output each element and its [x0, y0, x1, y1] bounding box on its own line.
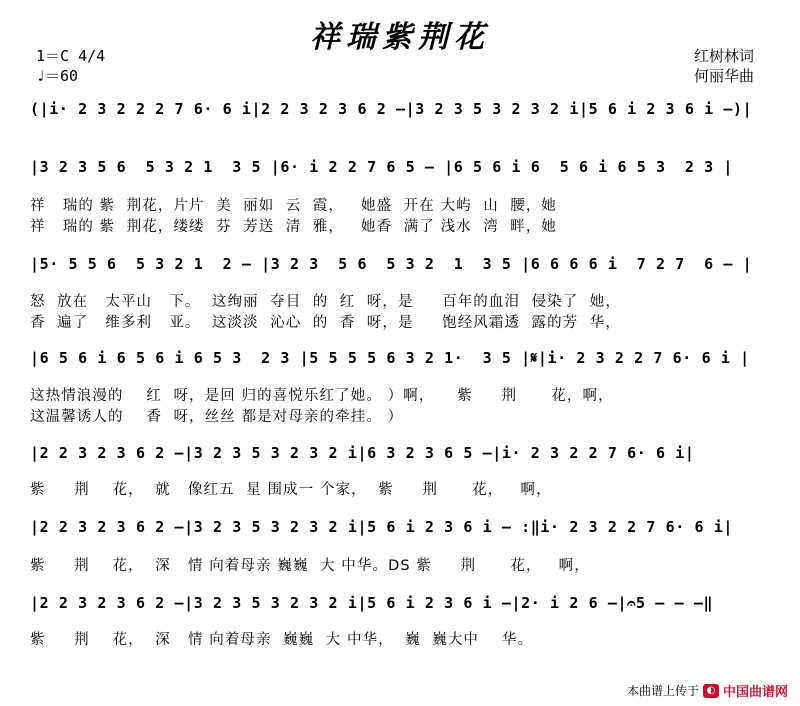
- notation-row: |3 2 3 5 6 5 3 2 1 3 5 |6· i 2 2 7 6 5 — |6 5 6 i 6 5 6 i 6 5 3 2 3 |: [30, 158, 734, 176]
- lyric-verse-1: 紫 荆 花， 就 像红五 星 围成一 个家， 紫 荆 花， 啊，: [30, 482, 552, 498]
- lyric-verse-1: 紫 荆 花， 深 情 向着母亲 巍巍 大 中华。DS 紫 荆 花， 啊，: [30, 558, 590, 574]
- lyric-verse-1: 怒 放在 太平山 下。 这绚丽 夺目 的 红 呀，是 百年的血泪 侵染了 她，: [30, 294, 621, 310]
- notation-row: |5· 5 5 6 5 3 2 1 2 — |3 2 3 5 6 5 3 2 1 3 5 |6 6 6 6 i 7 2 7 6 — |: [30, 255, 753, 273]
- key-signature: 1＝C 4/4: [36, 47, 106, 65]
- page-title: 祥瑞紫荆花: [310, 20, 490, 55]
- lyric-verse-1: 紫 荆 花， 深 情 向着母亲 巍巍 大 中华， 巍 巍大中 华。: [30, 632, 534, 648]
- notation-row: |6 5 6 i 6 5 6 i 6 5 3 2 3 |5 5 5 5 6 3 2 1· 3 5 |𝄋|i· 2 3 2 2 7 6· 6 i |: [30, 349, 750, 367]
- notation-row: |2 2 3 2 3 6 2 —|3 2 3 5 3 2 3 2 i|5 6 i 2 3 6 i —|2· i 2 6 —|𝄐5 — — —‖: [30, 594, 714, 612]
- notation-row: |2 2 3 2 3 6 2 —|3 2 3 5 3 2 3 2 i|5 6 i 2 3 6 i — :‖i· 2 3 2 2 7 6· 6 i|: [30, 518, 734, 536]
- notation-row: (|i· 2 3 2 2 2 7 6· 6 i|2 2 3 2 3 6 2 —|3 2 3 5 3 2 3 2 i|5 6 i 2 3 6 i —)|: [30, 100, 753, 118]
- footer-text: 本曲谱上传于: [626, 684, 699, 698]
- lyric-verse-1: 这热情浪漫的 红 呀，是回 归的喜悦乐红了她。 ）啊， 紫 荆 花，啊，: [30, 388, 614, 404]
- credits-block: [694, 46, 754, 86]
- composer: 何丽华曲: [693, 67, 754, 85]
- upload-footer: [627, 681, 788, 700]
- lyric-verse-1: 祥 瑞的 紫 荆花，片片 美 丽如 云 霞， 她盛 开在 大屿 山 腰，她: [30, 198, 558, 214]
- footer-site-link[interactable]: 中国曲谱网: [722, 685, 788, 700]
- site-logo-icon: ◐: [703, 684, 719, 698]
- lyric-verse-2: 祥 瑞的 紫 荆花，缕缕 芬 芳送 清 雅， 她香 满了 浅水 湾 畔，她: [30, 219, 558, 235]
- tempo-marking: ♩＝60: [36, 67, 79, 85]
- lyricist: 红树林词: [693, 47, 754, 65]
- key-tempo-block: [36, 46, 105, 86]
- lyric-verse-2: 这温馨诱人的 香 呀，丝丝 都是对母亲的牵挂。 ）: [30, 409, 404, 425]
- notation-row: |2 2 3 2 3 6 2 —|3 2 3 5 3 2 3 2 i|6 3 2 3 6 5 —|i· 2 3 2 2 7 6· 6 i|: [30, 444, 695, 462]
- lyric-verse-2: 香 遍了 维多利 亚。 这淡淡 沁心 的 香 呀，是 饱经风霜透 露的芳 华，: [30, 315, 621, 331]
